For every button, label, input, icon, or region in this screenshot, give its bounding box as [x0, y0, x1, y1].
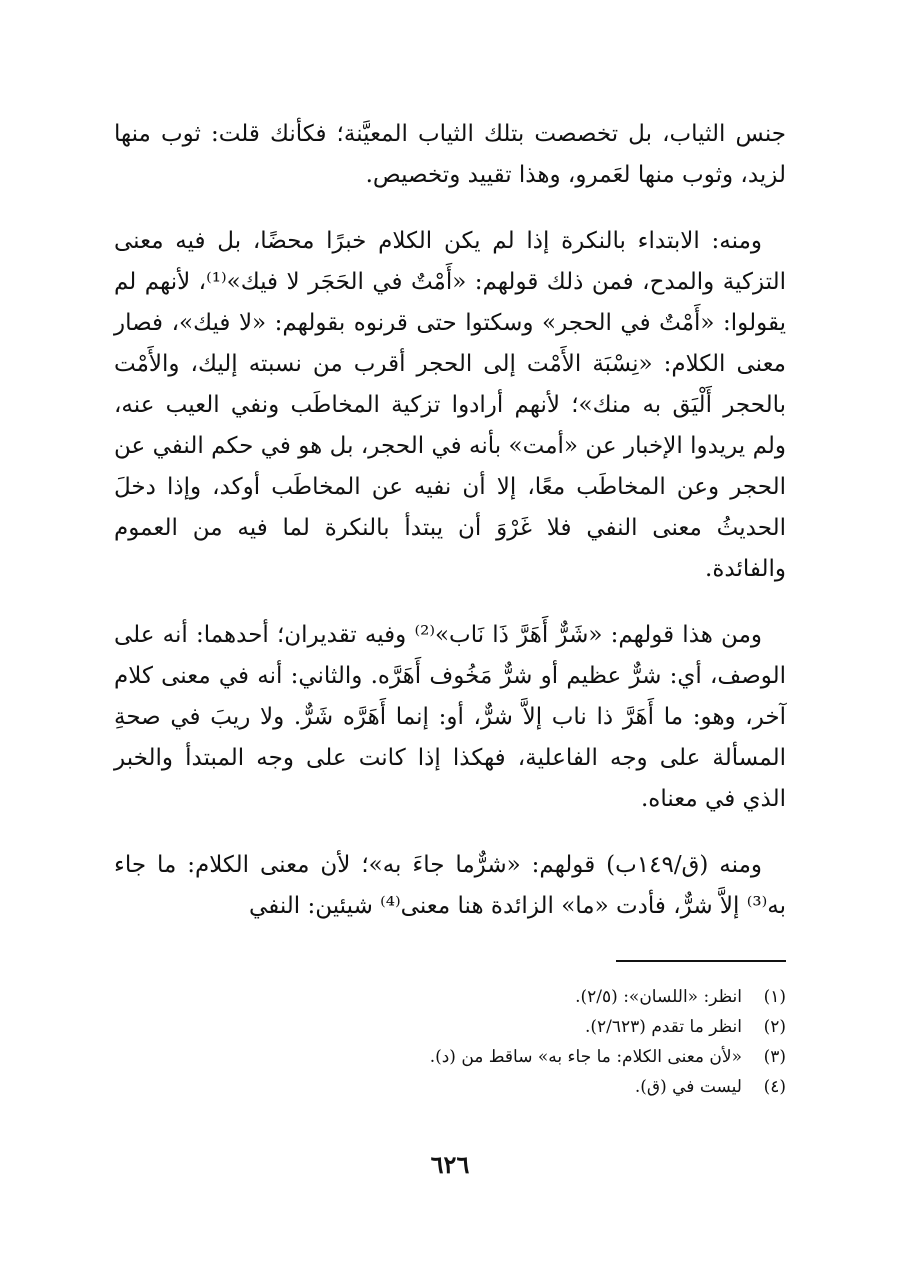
footnote-1: [114, 982, 786, 1012]
footnote-number: (٣): [763, 1047, 786, 1067]
footnote-number: (١): [763, 987, 786, 1007]
footnote-divider: [616, 960, 786, 962]
main-text: [114, 114, 786, 952]
footnote-text: انظر ما تقدم (٢/٦٢٣).: [584, 1017, 742, 1037]
footnote-text: ليست في (ق).: [634, 1077, 742, 1097]
footnote-text: «لأن معنى الكلام: ما جاء به» ساقط من (د).: [429, 1047, 742, 1067]
footnotes: [114, 982, 786, 1102]
footnote-number: (٢): [763, 1017, 786, 1037]
paragraph-1: جنس الثياب، بل تخصصت بتلك الثياب المعيَّنة؛ فكأنك قلت: ثوب منها لزيد، وثوب منها لعَمرو، وهذا تقييد وتخصيص.: [114, 121, 786, 188]
footnote-2: [114, 1012, 786, 1042]
footnote-number: (٤): [763, 1077, 786, 1097]
footnote-3: [114, 1042, 786, 1072]
footnote-text: انظر: «اللسان»: (٢/٥).: [575, 987, 742, 1007]
paragraph-3: ومن هذا قولهم: «شَرٌّ أَهَرَّ ذَا نَاب»⁽²⁾ وفيه تقديران؛ أحدهما: أنه على الوصف، أي: شرٌّ عظيم أو شرٌّ مَخُوف أَهَرَّه. والثاني: أنه في معنى كلام آخر، وهو: ما أَهَرَّ ذا ناب إلاَّ شرٌّ، أو: إنما أَهَرَّه شَرٌّ. ولا ريبَ في صحةِ المسألة على وجه الفاعلية، فهكذا إذا كانت على وجه المبتدأ والخبر الذي في معناه.: [114, 622, 786, 812]
footnote-4: [114, 1072, 786, 1102]
paragraph-2: ومنه: الابتداء بالنكرة إذا لم يكن الكلام خبرًا محضًا، بل فيه معنى التزكية والمدح، فمن ذلك قولهم: «أَمْتٌ في الحَجَر لا فيك»⁽¹⁾، لأنهم لم يقولوا: «أَمْتٌ في الحجر» وسكتوا حتى قرنوه بقولهم: «لا فيك»، فصار معنى الكلام: «نِسْبَة الأَمْت إلى الحجر أقرب من نسبته إليك، والأَمْت بالحجر أَلْيَق به منك»؛ لأنهم أرادوا تزكية المخاطَب ونفي العيب عنه، ولم يريدوا الإخبار عن «أمت» بأنه في الحجر، بل هو في حكم النفي عن الحجر وعن المخاطَب معًا، إلا أن نفيه عن المخاطَب أوكد، وإذا دخلَ الحديثُ معنى النفي فلا غَرْوَ أن يبتدأ بالنكرة لما فيه من العموم والفائدة.: [114, 228, 787, 582]
paragraph-4: ومنه (ق/١٤٩ب) قولهم: «شرٌّما جاءَ به»؛ لأن معنى الكلام: ما جاء به⁽³⁾ إلاَّ شرٌّ، فأدت «ما» الزائدة هنا معنى⁽⁴⁾ شيئين: النفي: [114, 852, 786, 919]
page-number: ٦٢٦: [430, 1150, 470, 1179]
